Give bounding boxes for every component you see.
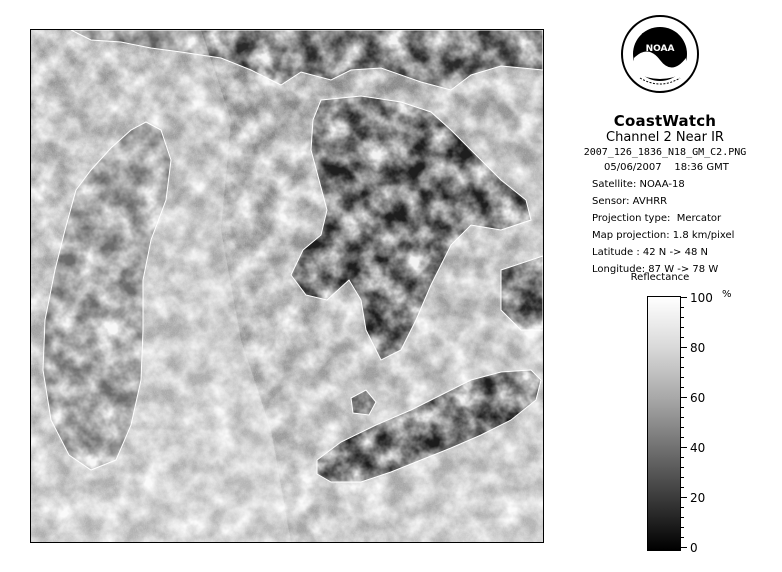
colorbar-minor-tick: [680, 537, 684, 538]
colorbar-minor-tick: [680, 337, 684, 338]
satellite-label: Satellite: NOAA-18: [592, 179, 685, 190]
colorbar-minor-tick: [680, 477, 684, 478]
projection-type-label: Projection type: Mercator: [592, 213, 722, 224]
colorbar-minor-tick: [680, 317, 684, 318]
latitude-range: Latitude : 42 N -> 48 N: [592, 247, 708, 258]
colorbar-tick: [680, 447, 687, 448]
colorbar-unit: %: [722, 289, 732, 300]
sensor-label: Sensor: AVHRR: [592, 196, 668, 207]
product-title: CoastWatch: [613, 112, 717, 130]
colorbar-minor-tick: [680, 417, 684, 418]
colorbar-minor-tick: [680, 377, 684, 378]
colorbar-minor-tick: [680, 527, 684, 528]
colorbar-minor-tick: [680, 517, 684, 518]
colorbar-label-100: 100: [690, 291, 713, 305]
colorbar-minor-tick: [680, 307, 684, 308]
colorbar-tick: [680, 397, 687, 398]
colorbar-minor-tick: [680, 327, 684, 328]
colorbar-label-40: 40: [690, 441, 706, 455]
acquisition-date: 05/06/2007 18:36 GMT: [604, 162, 729, 173]
colorbar-minor-tick: [680, 467, 684, 468]
colorbar-minor-tick: [680, 407, 684, 408]
colorbar-minor-tick: [680, 367, 684, 368]
colorbar-minor-tick: [680, 437, 684, 438]
colorbar-tick: [680, 497, 687, 498]
svg-text:NOAA: NOAA: [645, 44, 675, 54]
colorbar-label-20: 20: [690, 491, 706, 505]
reflectance-colorbar: [647, 296, 681, 551]
colorbar-minor-tick: [680, 507, 684, 508]
colorbar-tick: [680, 297, 687, 298]
colorbar-tick: [680, 547, 687, 548]
longitude-range: Longitude: 87 W -> 78 W: [592, 264, 719, 275]
colorbar-minor-tick: [680, 357, 684, 358]
noaa-seal-icon: [620, 14, 700, 94]
colorbar-minor-tick: [680, 457, 684, 458]
colorbar-minor-tick: [680, 427, 684, 428]
noaa-logo: [620, 14, 700, 94]
colorbar-minor-tick: [680, 387, 684, 388]
map-projection-label: Map projection: 1.8 km/pixel: [592, 230, 735, 241]
colorbar-label-0: 0: [690, 541, 698, 555]
satellite-image: [30, 29, 544, 543]
colorbar-tick: [680, 347, 687, 348]
colorbar-minor-tick: [680, 487, 684, 488]
colorbar-label-60: 60: [690, 391, 706, 405]
file-name: 2007_126_1836_N18_GM_C2.PNG: [583, 147, 747, 158]
colorbar-title: Reflectance: [630, 272, 690, 283]
colorbar-label-80: 80: [690, 341, 706, 355]
channel-name: Channel 2 Near IR: [606, 130, 724, 145]
great-lakes-map: [31, 30, 543, 542]
